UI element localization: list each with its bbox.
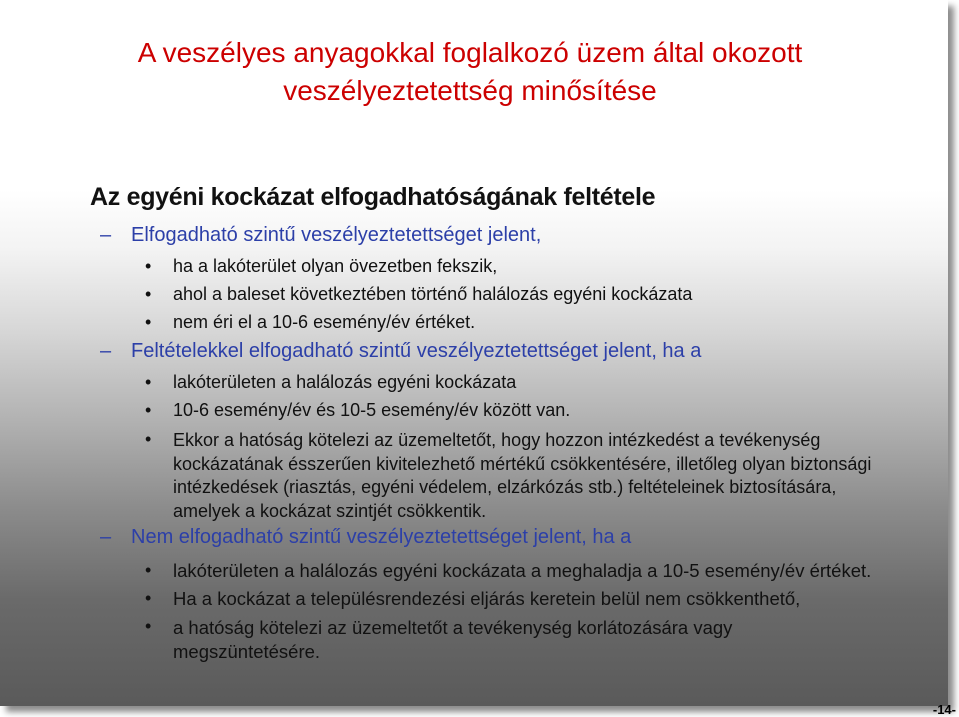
bullet-marker: • — [145, 429, 152, 449]
slide-title — [60, 34, 880, 110]
bullet-marker: • — [145, 616, 152, 636]
bullet-marker: • — [145, 588, 152, 608]
page-number: -14- — [932, 702, 956, 717]
bullet-marker: • — [145, 560, 152, 580]
bullet-marker: • — [145, 284, 152, 304]
title-line-2: veszélyeztetettség minősítése — [283, 75, 657, 106]
slide: A veszélyes anyagokkal foglalkozó üzem által okozott veszélyeztetettség minősítése Az egyéni kockázat elfogadhatóságának feltétele – Elfogadható szintű veszélyeztetettséget jelent, • ha a lakóterület olyan övezetben fekszik, • ahol a baleset következtében történő halálozás egyéni kockázata • nem éri el a 10-6 esemény/év értéket. – Feltételekkel elfogadható szintű veszélyeztetettséget jelent, ha a • lakóterületen a halálozás egyéni kockázata • 10-6 esemény/év és 10-5 esemény/év között van. • Ekkor a hatóság kötelezi az üzemeltetőt, hogy hozzon intézkedést a tevékenység kockázatának ésszerűen kivitelezhető mértékű csökkentésére, illetőleg olyan biztonsági intézkedések (riasztás, egyéni védelem, elzárkózás stb.) feltételeinek biztosítására, amelyek a kockázat szintjét csökkentik. – Nem elfogadható szintű veszélyeztetettséget jelent, ha a • lakóterületen a halálozás egyéni kockázata a meghaladja a 10-5 esemény/év értéket. • Ha a kockázat a településrendezési eljárás keretein belül nem csökkenthető, • a hatóság kötelezi az üzemeltetőt a tevékenység korlátozására vagy megszüntetésére. — [0, 0, 948, 706]
bullet-marker: • — [145, 372, 152, 392]
section-heading: Az egyéni kockázat elfogadhatóságának feltétele — [90, 183, 656, 211]
dash-marker: – — [100, 340, 112, 362]
dash-marker: – — [100, 224, 112, 246]
bullet-marker: • — [145, 400, 152, 420]
bullet-marker: • — [145, 256, 152, 276]
dash-marker: – — [100, 526, 112, 548]
bullet-marker: • — [145, 312, 152, 332]
title-line-1: A veszélyes anyagokkal foglalkozó üzem által okozott — [137, 37, 803, 68]
